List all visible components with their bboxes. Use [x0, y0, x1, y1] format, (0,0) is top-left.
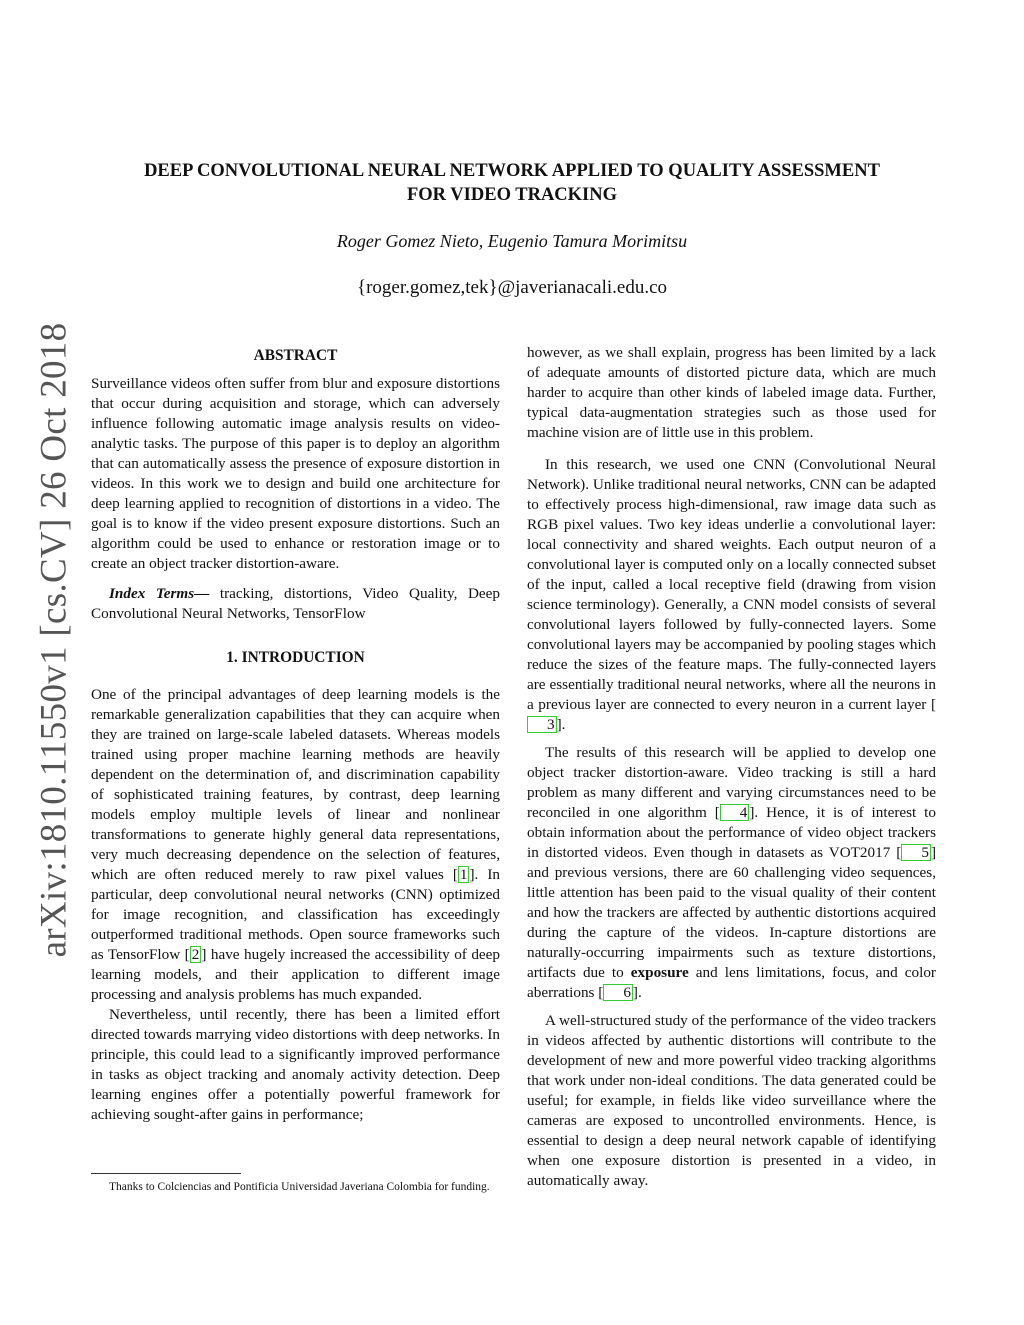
funding-footnote [91, 1180, 500, 1195]
introduction-heading: 1. INTRODUCTION [226, 649, 365, 666]
intro-p1-part-a: One of the principal advantages of deep learning models is the remarkable generalization capabilities that they can acquire when they are trained on large-scale labeled datasets. Whereas models trained using proper machine learning methods are heavily dependent on the determination of, and discrimination capability of sophisticated training features, by contrast, deep learning models employ multiple levels of linear and nonlinear transformations to generate highly general data representations, very much decreasing dependence on the selection of features, which are often reduced merely to raw pixel values [91, 686, 500, 883]
footnote-text: Thanks to Colciencias and Pontificia Universidad Javeriana Colombia for funding. [109, 1181, 490, 1193]
intro-paragraph-3: In this research, we used one CNN (Convolutional Neural Network). Unlike traditional neural networks, CNN can be adapted to effectively process high-dimensional, raw image data such as RGB pixel values. Two key ideas underlie a convolutional layer: local connectivity and shared weights. Each output neuron of a convolutional layer is computed only on a locally connected subset of the input, called a local receptive field (drawing from vision science terminology). Generally, a CNN model consists of several convolutional layers followed by fully-connected layers. Some convolutional layers may be accompanied by pooling stages which reduce the sizes of the feature maps. The fully-connected layers are essentially traditional neural networks, where all the neurons in a previous layer are connected to every neuron in a current layer [3 ]. [527, 456, 936, 733]
citation-link[interactable]: 3 [527, 716, 557, 733]
right-column [527, 343, 936, 1191]
intro-p4-part-d: and lens limitations, focus, and color aberrations [527, 964, 936, 1001]
intro-p4-part-c: and previous versions, there are 60 challenging video sequences, little attention has been paid to the visual quality of their content and how the trackers are affected by authentic distortions acquired during the capture of the videos. In-capture distortions are naturally-occurring impairments such as texture distortions, artifacts due to [527, 864, 936, 981]
abstract-text: Surveillance videos often suffer from blur and exposure distortions that occur during acquisition and storage, which can adversely influence following automatic image analysis results on video-analytic tasks. The purpose of this paper is to deploy an algorithm that can automatically assess the presence of exposure distortion in videos. In this work we to design and build one architecture for deep learning applied to recognition of distortions in a video. The goal is to know if the video present exposure distortions. Such an algorithm could be used to enhance or restoration image or to create an object tracker distortion-aware. [91, 375, 500, 572]
author-email: {roger.gomez,tek}@javerianacali.edu.co [356, 277, 668, 298]
citation-link[interactable]: 4 [720, 804, 750, 821]
paper-title [92, 159, 932, 207]
intro-p4-part-b: . Hence, it is of interest to obtain information about the performance of video object trackers in distorted videos. Even though in datasets as VOT2017 [527, 804, 936, 861]
intro-p1-part-b: . In particular, deep convolutional neural networks (CNN) optimized for image recognition, and classification has exceedingly outperformed traditional methods. Open source frameworks such as TensorFlow [91, 866, 500, 963]
intro-paragraph-4: The results of this research will be applied to develop one object tracker distortion-aware. Video tracking is still a hard problem as many different and varying circumstances need to be reconciled in one algorithm [ 4 ]. Hence, it is of interest to obtain information about the performance of video object trackers in distorted videos. Even though in datasets as VOT2017 [ 5 ] and previous versions, there are 60 challenging video sequences, little attention has been paid to the visual quality of their content and how the trackers are affected by authentic distortions acquired during the capture of the videos. In-capture distortions are naturally-occurring impairments such as texture distortions, artifacts due to exposure and lens limitations, focus, and color aberrations [ 6 ]. [527, 744, 936, 1001]
index-terms-text: tracking, distortions, Video Quality, Deep Convolutional Neural Networks, TensorFlow [91, 585, 500, 622]
intro-p4-part-e: . [637, 984, 642, 1001]
title-line-2: FOR VIDEO TRACKING [406, 185, 618, 205]
index-terms-label: Index Terms— [109, 585, 210, 602]
intro-paragraph-2: Nevertheless, until recently, there has been a limited effort directed towards marrying video distortions with deep networks. In principle, this could lead to a significantly improved performance in tasks as object tracking and anomaly activity detection. Deep learning engines offer a potentially powerful framework for achieving sought-after gains in performance; [91, 1006, 500, 1123]
citation-link[interactable]: 6 [603, 984, 633, 1001]
title-line-1: DEEP CONVOLUTIONAL NEURAL NETWORK APPLIED TO QUALITY ASSESSMENT [144, 161, 880, 181]
citation-link[interactable]: 1 [459, 866, 468, 883]
author-list: Roger Gomez Nieto, Eugenio Tamura Morimitsu [336, 231, 688, 251]
intro-p1-part-c: have hugely increased the accessibility of deep learning models, and their application to different image processing and analysis problems has much expanded. [91, 946, 500, 1003]
bold-term-exposure: exposure [630, 964, 689, 981]
intro-paragraph-1: One of the principal advantages of deep learning models is the remarkable generalization capabilities that they can acquire when they are trained on large-scale labeled datasets. Whereas models trained using proper machine learning methods are heavily dependent on the determination of, and discrimination capability of sophisticated training features, by contrast, deep learning models employ multiple levels of linear and nonlinear transformations to generate highly general data representations, very much decreasing dependence on the selection of features, which are often reduced merely to raw pixel values [ 1 ]. In particular, deep convolutional neural networks (CNN) optimized for image recognition, and classification has exceedingly outperformed traditional methods. Open source frameworks such as TensorFlow [ 2 ] have hugely increased the accessibility of deep learning models, and their application to different image processing and analysis problems has much expanded. [91, 686, 500, 1003]
abstract-heading: ABSTRACT [253, 347, 338, 364]
intro-paragraph-2-continued: however, as we shall explain, progress has been limited by a lack of adequate amounts of distorted picture data, which are much harder to acquire than other kinds of labeled image data. Further, typical data-augmentation strategies such as those used for machine vision are of little use in this problem. [527, 344, 936, 441]
intro-p4-part-a: The results of this research will be applied to develop one object tracker distortion-aware. Video tracking is still a hard problem as many different and varying circumstances need to be reconciled in one algorithm [527, 744, 936, 821]
index-terms [91, 584, 500, 624]
intro-p3-part-a: In this research, we used one CNN (Convolutional Neural Network). Unlike traditional neural networks, CNN can be adapted to effectively process high-dimensional, raw image data such as RGB pixel values. Two key ideas underlie a convolutional layer: local connectivity and shared weights. Each output neuron of a convolutional layer is computed only on a locally connected subset of the input, called a local receptive field (drawing from vision science terminology). Generally, a CNN model consists of several convolutional layers followed by fully-connected layers. Some convolutional layers may be accompanied by pooling stages which reduce the sizes of the feature maps. The fully-connected layers are essentially traditional neural networks, where all the neurons in a previous layer are connected to every neuron in a current layer [527, 456, 936, 713]
citation-link[interactable]: 5 [901, 844, 931, 861]
intro-p3-part-b: . [561, 716, 566, 733]
left-column [91, 343, 500, 1125]
arxiv-sidebar-stamp: arXiv:1810.11550v1 [cs.CV] 26 Oct 2018 [33, 322, 75, 958]
citation-link[interactable]: 2 [191, 946, 200, 963]
footnote-rule [91, 1173, 241, 1174]
intro-paragraph-5: A well-structured study of the performance of the video trackers in videos affected by authentic distortions will contribute to the development of new and more powerful video tracking algorithms that work under non-ideal conditions. The data generated could be useful; for example, in fields like video surveillance where the cameras are exposed to uncontrolled environments. Hence, is essential to design a deep neural network capable of identifying when one exposure distortion is presented in a video, in automatically away. [527, 1012, 936, 1189]
